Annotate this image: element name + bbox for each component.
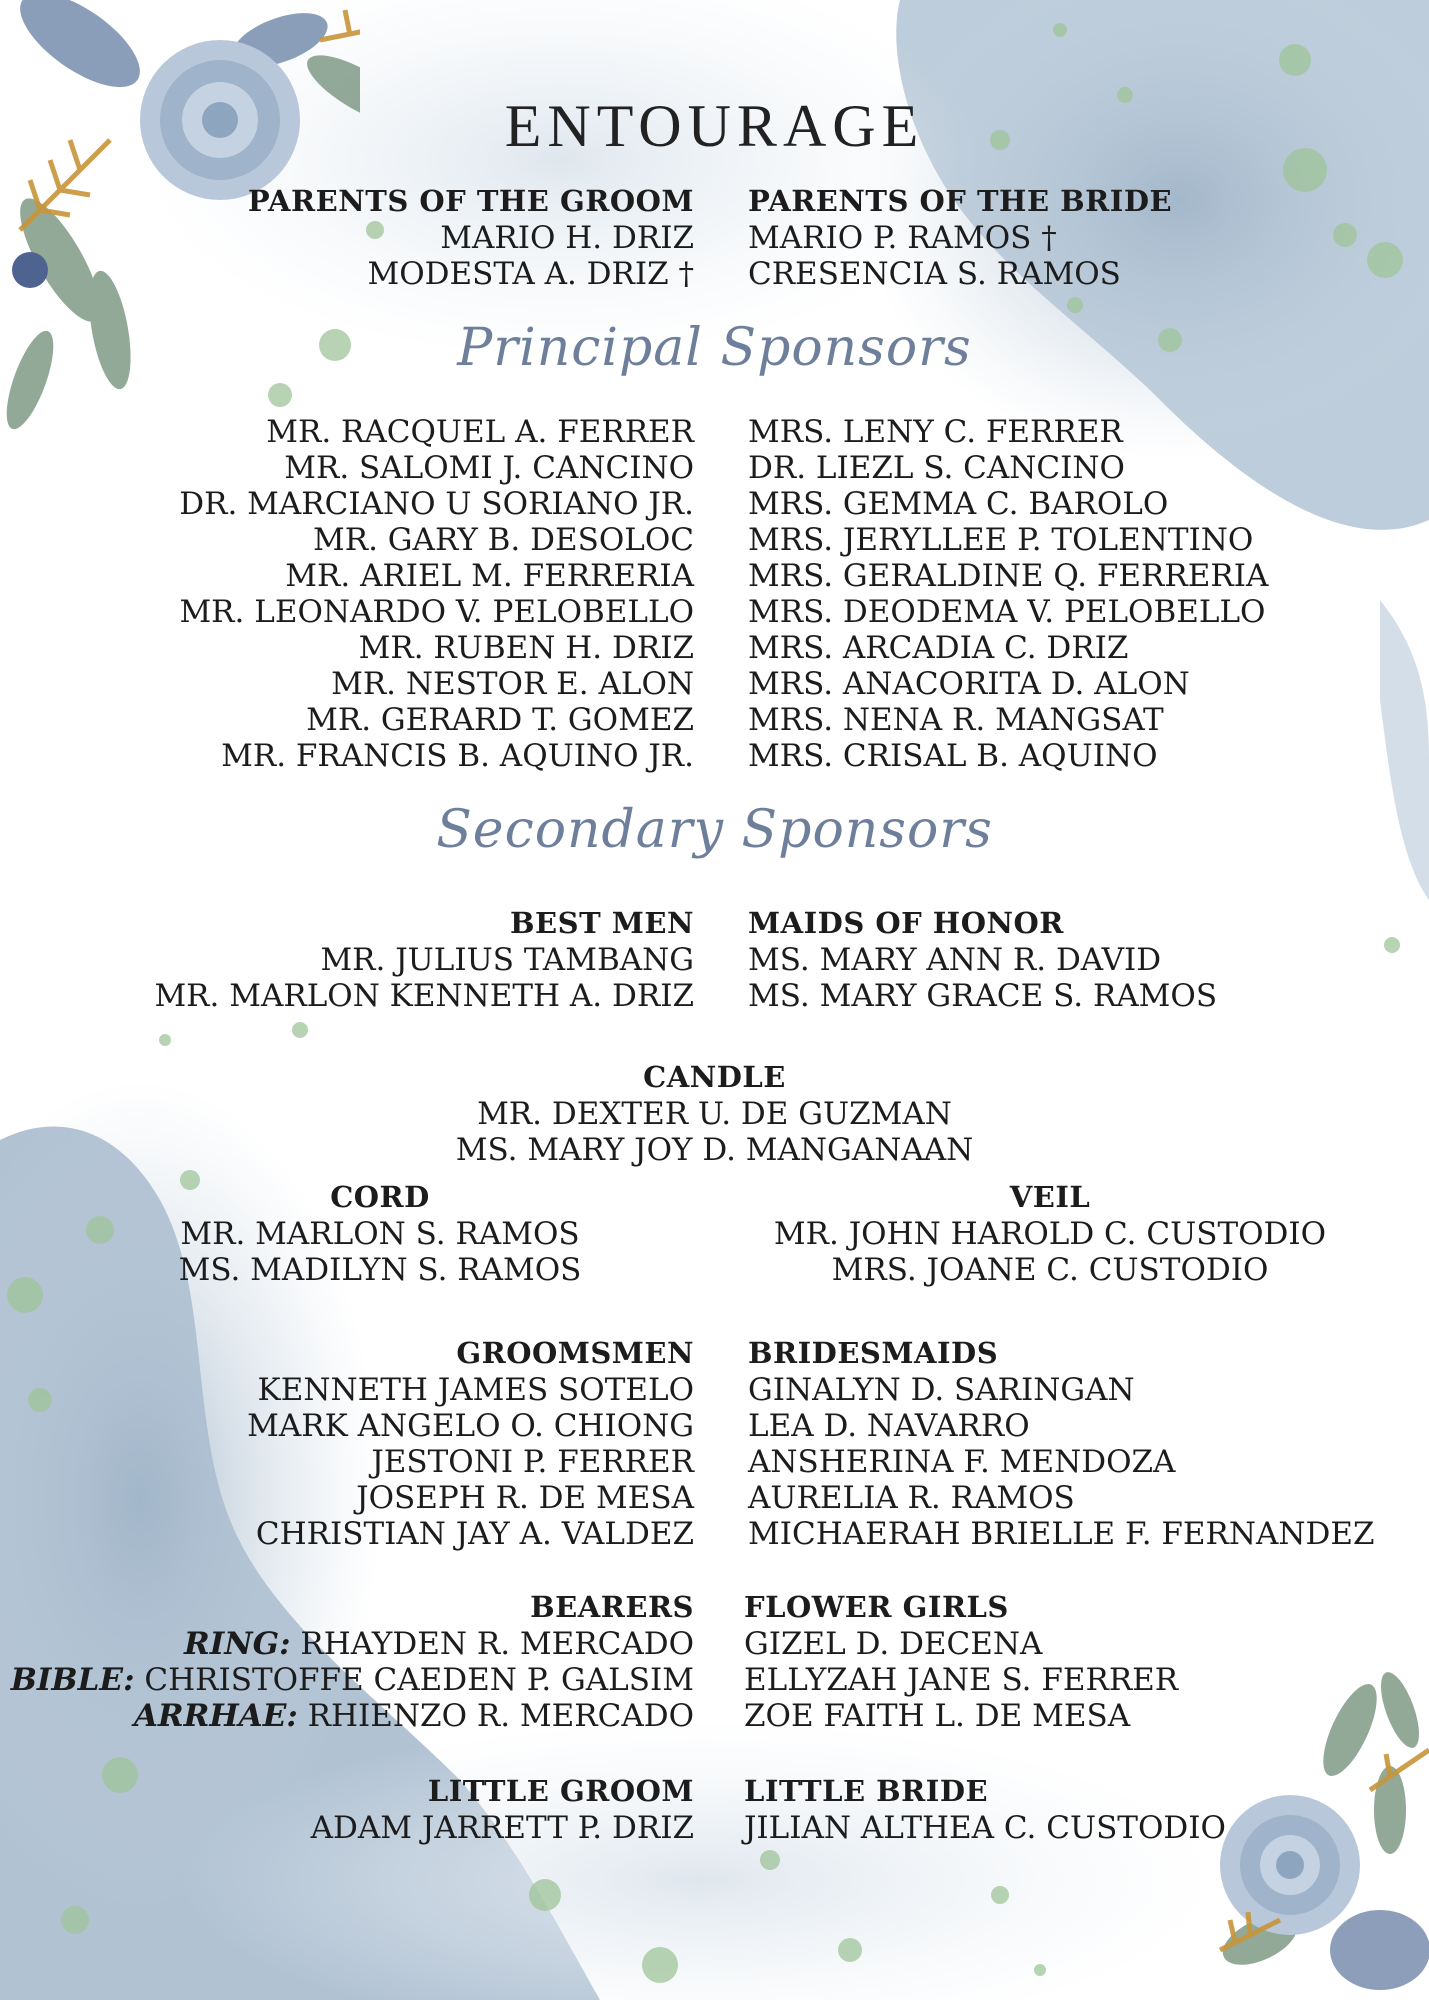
best-men-header: BEST MEN (510, 906, 694, 940)
name: MRS. ARCADIA C. DRIZ (748, 630, 1129, 666)
best-men (154, 904, 694, 1014)
name: MR. JULIUS TAMBANG (320, 942, 694, 978)
bearer-arrhae (11, 1698, 694, 1734)
maids-of-honor (748, 904, 1217, 1014)
name: RHAYDEN R. MERCADO (300, 1626, 694, 1662)
name: ZOE FAITH L. DE MESA (744, 1698, 1131, 1734)
name: KENNETH JAMES SOTELO (257, 1372, 694, 1408)
name: DR. MARCIANO U SORIANO JR. (179, 486, 694, 522)
parents-bride-header: PARENTS OF THE BRIDE (748, 184, 1173, 218)
name: MARIO H. DRIZ (440, 220, 694, 256)
name: MR. GERARD T. GOMEZ (306, 702, 694, 738)
name: MARK ANGELO O. CHIONG (247, 1408, 694, 1444)
name: MS. MARY ANN R. DAVID (748, 942, 1162, 978)
name: JOSEPH R. DE MESA (356, 1480, 694, 1516)
name: ADAM JARRETT P. DRIZ (310, 1810, 694, 1846)
little-groom (311, 1772, 694, 1846)
principal-sponsors-men (179, 414, 694, 774)
name: MR. NESTOR E. ALON (331, 666, 694, 702)
name: RHIENZO R. MERCADO (307, 1698, 694, 1734)
little-bride (744, 1772, 1226, 1846)
groomsmen-header: GROOMSMEN (456, 1336, 694, 1370)
little-groom-header: LITTLE GROOM (427, 1774, 694, 1808)
name: ELLYZAH JANE S. FERRER (744, 1662, 1179, 1698)
bearers-header: BEARERS (530, 1590, 694, 1624)
name: JILIAN ALTHEA C. CUSTODIO (744, 1810, 1226, 1846)
maids-of-honor-header: MAIDS OF HONOR (748, 906, 1064, 940)
name: MS. MARY GRACE S. RAMOS (748, 978, 1218, 1014)
name: MR. MARLON S. RAMOS (180, 1216, 580, 1252)
cord-header: CORD (330, 1180, 430, 1214)
parents-groom (248, 182, 694, 292)
flower-girls-header: FLOWER GIRLS (744, 1590, 1009, 1624)
bearers (11, 1588, 694, 1734)
name: MR. ARIEL M. FERRERIA (285, 558, 694, 594)
name: MODESTA A. DRIZ † (367, 256, 694, 292)
name: CHRISTOFFE CAEDEN P. GALSIM (144, 1662, 694, 1698)
candle-sponsors (0, 1058, 1429, 1168)
name: MR. RUBEN H. DRIZ (358, 630, 694, 666)
groomsmen (247, 1334, 694, 1552)
name: GIZEL D. DECENA (744, 1626, 1043, 1662)
bridesmaids (748, 1334, 1375, 1552)
principal-sponsors-women (748, 414, 1268, 774)
principal-sponsors-title: Principal Sponsors (457, 318, 972, 378)
name: CRESENCIA S. RAMOS (748, 256, 1121, 292)
name: ANSHERINA F. MENDOZA (748, 1444, 1176, 1480)
name: MR. FRANCIS B. AQUINO JR. (221, 738, 694, 774)
name: MRS. JOANE C. CUSTODIO (831, 1252, 1269, 1288)
candle-header: CANDLE (643, 1060, 786, 1094)
name: LEA D. NAVARRO (748, 1408, 1030, 1444)
name: MR. LEONARDO V. PELOBELLO (179, 594, 694, 630)
bearer-ring (11, 1626, 694, 1662)
name: DR. LIEZL S. CANCINO (748, 450, 1125, 486)
name: JESTONI P. FERRER (371, 1444, 694, 1480)
name: MR. RACQUEL A. FERRER (266, 414, 694, 450)
flower-girls (744, 1588, 1178, 1734)
name: MR. GARY B. DESOLOC (313, 522, 694, 558)
name: MARIO P. RAMOS † (748, 220, 1057, 256)
name: MS. MARY JOY D. MANGANAAN (455, 1132, 974, 1168)
name: CHRISTIAN JAY A. VALDEZ (255, 1516, 694, 1552)
bearer-label: RING: (184, 1626, 291, 1662)
name: MR. DEXTER U. DE GUZMAN (477, 1096, 952, 1132)
name: MR. JOHN HAROLD C. CUSTODIO (773, 1216, 1327, 1252)
name: MRS. NENA R. MANGSAT (748, 702, 1164, 738)
veil-header: VEIL (1009, 1180, 1091, 1214)
name: MRS. JERYLLEE P. TOLENTINO (748, 522, 1254, 558)
parents-groom-header: PARENTS OF THE GROOM (247, 184, 694, 218)
veil-sponsors (700, 1178, 1400, 1288)
bridesmaids-header: BRIDESMAIDS (748, 1336, 999, 1370)
secondary-sponsors-title: Secondary Sponsors (436, 800, 993, 860)
name: AURELIA R. RAMOS (748, 1480, 1075, 1516)
cord-sponsors (0, 1178, 760, 1288)
name: MR. SALOMI J. CANCINO (284, 450, 694, 486)
page-title: ENTOURAGE (504, 93, 925, 159)
name: MRS. LENY C. FERRER (748, 414, 1123, 450)
name: MRS. CRISAL B. AQUINO (748, 738, 1158, 774)
name: MS. MADILYN S. RAMOS (178, 1252, 582, 1288)
little-bride-header: LITTLE BRIDE (744, 1774, 989, 1808)
bearer-label: BIBLE: (10, 1662, 135, 1698)
name: MRS. GEMMA C. BAROLO (748, 486, 1169, 522)
name: MRS. ANACORITA D. ALON (748, 666, 1190, 702)
bearer-bible (11, 1662, 694, 1698)
bearer-label: ARRHAE: (133, 1698, 298, 1734)
parents-bride (748, 182, 1172, 292)
name: MICHAERAH BRIELLE F. FERNANDEZ (748, 1516, 1375, 1552)
name: MR. MARLON KENNETH A. DRIZ (154, 978, 694, 1014)
name: GINALYN D. SARINGAN (748, 1372, 1135, 1408)
name: MRS. GERALDINE Q. FERRERIA (748, 558, 1269, 594)
name: MRS. DEODEMA V. PELOBELLO (748, 594, 1266, 630)
